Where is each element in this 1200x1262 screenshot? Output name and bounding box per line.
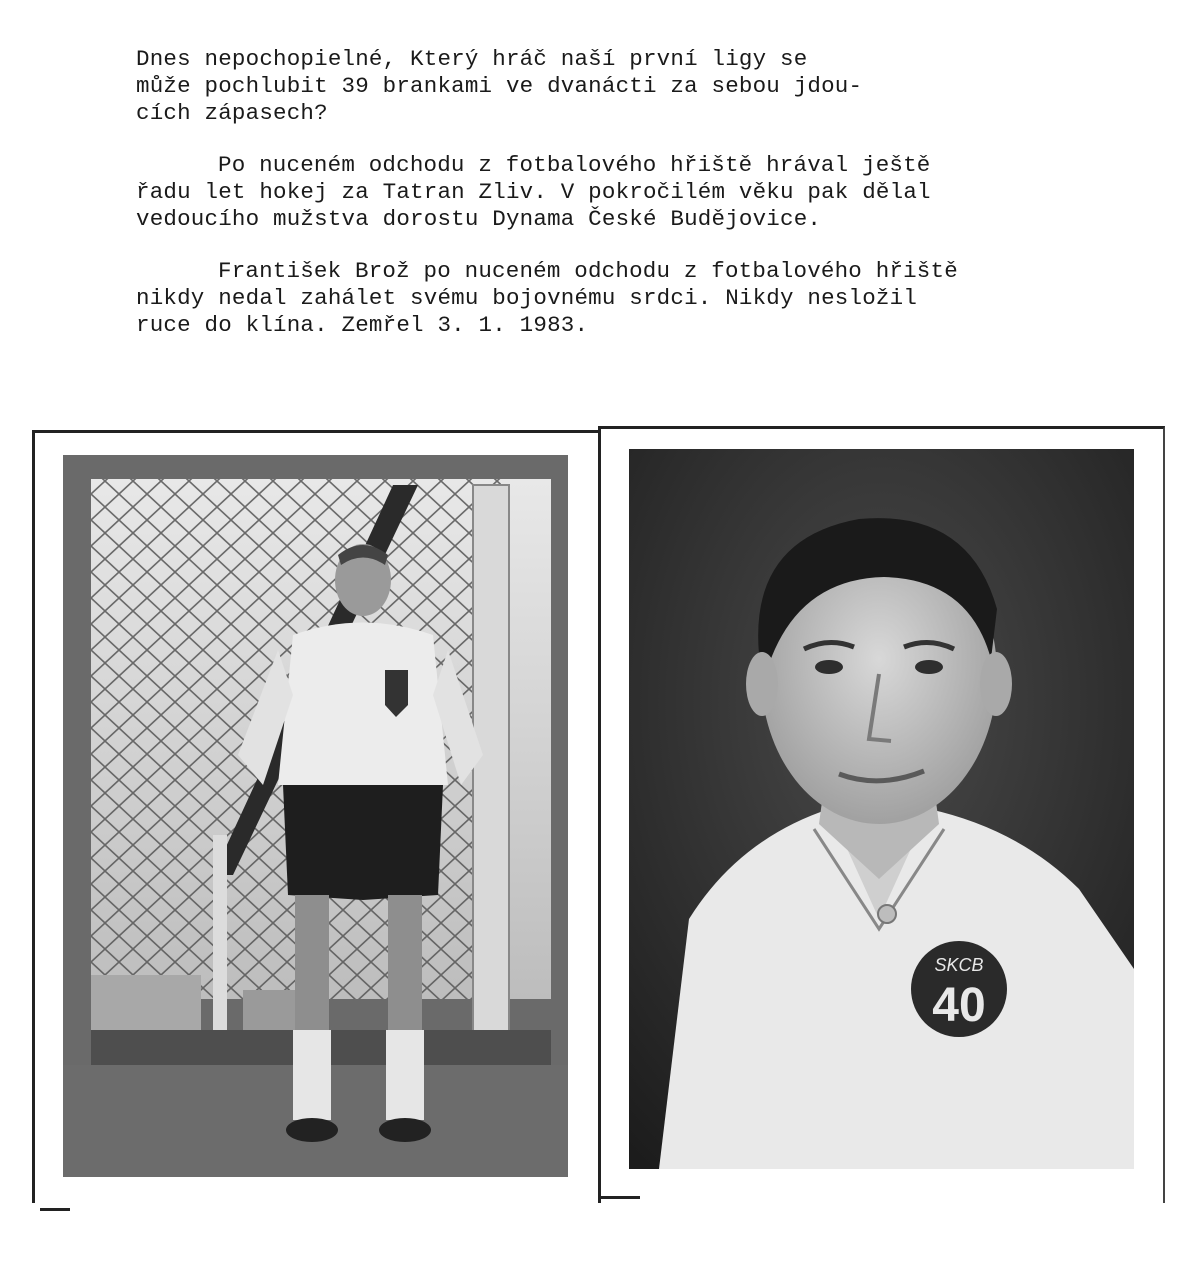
photo-card-right: [598, 426, 1165, 1203]
paragraph-hockey: [136, 152, 1116, 233]
text-line: nikdy nedal zahálet svému bojovnému srdci. Nikdy nesložil: [136, 285, 918, 311]
text-line: cích zápasech?: [136, 100, 328, 126]
scan-edge-mark: [40, 1208, 70, 1211]
typed-article-text: [136, 46, 1116, 364]
text-line: může pochlubit 39 brankami ve dvanácti za sebou jdou-: [136, 73, 863, 99]
svg-text:SKCB: SKCB: [934, 955, 984, 975]
svg-text:40: 40: [932, 979, 986, 1032]
paragraph-death: [136, 258, 1116, 339]
text-line: vedoucího mužstva dorostu Dynama České Budějovice.: [136, 206, 822, 232]
text-line: Po nuceném odchodu z fotbalového hřiště hrával ještě: [218, 152, 931, 178]
scan-edge-mark: [600, 1196, 640, 1199]
paragraph-intro: [136, 46, 1116, 127]
text-line: Dnes nepochopielné, Který hráč naší první ligy se: [136, 46, 808, 72]
portrait-photo: [629, 449, 1134, 1169]
portrait-photo-image: [629, 449, 1134, 1169]
text-line: řadu let hokej za Tatran Zliv. V pokročilém věku pak dělal: [136, 179, 931, 205]
text-line: ruce do klína. Zemřel 3. 1. 1983.: [136, 312, 589, 338]
text-line: František Brož po nuceném odchodu z fotbalového hřiště: [218, 258, 958, 284]
photo-card-left: [32, 430, 603, 1203]
goalkeeper-photo: [63, 455, 568, 1177]
goalkeeper-photo-image: [63, 455, 568, 1177]
